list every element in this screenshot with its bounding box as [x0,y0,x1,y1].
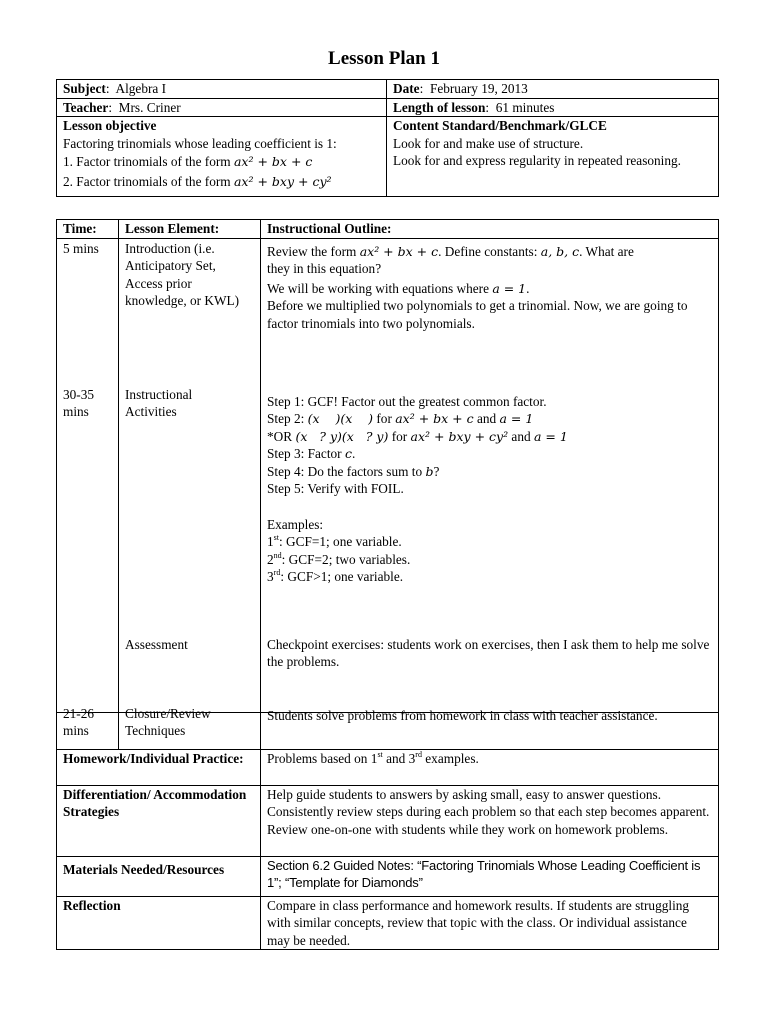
step-2-label: Step 2: [267,411,305,426]
example-3 [267,568,717,586]
outline-header-row [57,220,719,239]
step-2-for: for [376,411,392,426]
objective-cell [57,117,387,197]
materials-row [57,856,719,896]
col-time-header: Time: [57,220,119,239]
header-row-objective-standard [57,117,719,197]
example-3-suffix: rd [273,568,281,577]
intro-a-equals-expression: a = 1 [492,280,527,296]
col-element-header: Lesson Element: [119,220,261,239]
intro-line-2: they in this equation? [267,261,382,276]
step-2-a-equals: a = 1 [499,411,534,426]
lesson-header-table [56,79,719,197]
assessment-outline: Checkpoint exercises: students work on exercises, then I ask them to help me solve the problems. [267,636,710,669]
intro-define-text: . Define constants: [438,243,538,259]
intro-line-4: Before we multiplied two polynomials to get a trinomial. Now, we are going to factor trinomials into two polynomials. [267,298,688,331]
standard-1: Look for and make use of structure. [393,135,584,151]
differentiation-label: Differentiation/ Accommodation Strategies [57,785,261,856]
instr-element: Instructional Activities [125,386,193,419]
standard-cell [387,117,719,197]
reflection-row [57,896,719,950]
date-label: Date [393,81,420,96]
step-4-text: Step 4: Do the factors sum to [267,463,423,479]
intro-outline [267,243,717,333]
step-2-and: and [476,411,497,426]
instr-time: 30-35 mins [63,386,95,419]
length-label: Length of lesson [393,99,486,115]
step-or-label: *OR [267,428,293,444]
step-2-expression: ax² + bx + c [395,411,474,426]
differentiation-text: Help guide students to answers by asking small, easy to answer questions. Consistently review steps during each problem so that each step becomes apparent. Review one-on-one with students while they work on homework problems. [261,785,719,856]
objective-intro: Factoring trinomials whose leading coefficient is 1: [63,135,337,151]
intro-constants: a, b, c [540,243,580,259]
intro-line-3 [267,280,717,298]
homework-label: Homework/Individual Practice: [57,749,261,785]
objective-2-expression: ax² + bxy + cy² [233,174,332,189]
col-outline-header: Instructional Outline: [261,220,719,239]
step-or-a-equals: a = 1 [533,428,568,444]
subject-label: Subject [63,81,106,96]
subject-cell: Subject: Algebra I [57,80,387,99]
date-value: February 19, 2013 [429,81,528,96]
example-1-text: : GCF=1; one variable. [279,534,402,549]
length-value: 61 minutes [495,99,555,115]
step-or-pattern: (x ? y)(x ? y) [295,428,389,444]
step-or-and: and [511,428,531,444]
step-2 [267,410,717,428]
intro-line-1-text: Review the form [267,243,357,259]
step-4-end: ? [433,463,440,479]
differentiation-row [57,785,719,856]
objective-1-expression: ax² + bx + c [233,154,313,169]
example-1-num: 1 [267,534,274,549]
step-4 [267,463,717,481]
reflection-text: Compare in class performance and homework results. If students are struggling with similar concepts, review that topic with the class. Or individual assistance may be needed. [261,896,719,950]
intro-line-3-end: . [526,280,530,296]
element-column [119,238,261,738]
intro-element: Introduction (i.e. Anticipatory Set, Access prior knowledge, or KWL) [125,240,240,308]
objective-2-text: 2. Factor trinomials of the form [63,174,231,189]
subject-value: Algebra I [115,81,167,96]
objective-1 [63,152,380,172]
length-cell: Length of lesson: 61 minutes [387,98,719,117]
instr-outline [267,393,717,586]
step-or-for: for [391,428,408,444]
objective-2 [63,172,380,192]
step-or [267,428,717,446]
intro-form-expression: ax² + bx + c [359,243,439,259]
step-3-variable: c [344,446,352,461]
assessment-element: Assessment [125,636,188,652]
standard-2: Look for and express regularity in repeated reasoning. [393,153,681,168]
step-or-expression: ax² + bxy + cy² [410,428,509,444]
closure-outline: Students solve problems from homework in class with teacher assistance. [267,707,658,723]
step-3-text: Step 3: Factor [267,446,342,461]
example-1-suffix: st [273,533,279,542]
homework-text-a: Problems based on 1 [267,750,378,766]
intro-line-1 [267,243,717,261]
reflection-label: Reflection [57,896,261,950]
teacher-cell: Teacher: Mrs. Criner [57,98,387,117]
step-4-variable: b [425,463,434,479]
homework-sup-1: st [377,749,383,759]
example-3-num: 3 [267,569,274,584]
teacher-value: Mrs. Criner [118,99,181,115]
outline-body-row [57,238,719,712]
standard-label: Content Standard/Benchmark/GLCE [393,118,607,133]
homework-text-b: and 3 [382,750,416,766]
objective-1-text: 1. Factor trinomials of the form [63,154,231,169]
step-2-pattern: (x )(x ) [307,411,374,426]
homework-row [57,749,719,785]
outline-column [261,238,719,723]
step-1: Step 1: GCF! Factor out the greatest common factor. [267,393,547,409]
instructional-outline-table [56,219,719,950]
example-3-text: : GCF>1; one variable. [280,569,404,584]
objective-label: Lesson objective [63,118,157,133]
example-2-suffix: nd [273,550,282,560]
header-row-subject-date [57,80,719,99]
header-row-teacher-length [57,98,719,117]
intro-what-text: . What are [579,243,634,259]
time-column [57,238,119,738]
materials-label: Materials Needed/Resources [57,856,261,896]
teacher-label: Teacher [63,99,109,115]
page-title: Lesson Plan 1 [328,48,440,69]
example-2 [267,551,717,569]
closure-time: 21-26 mins [63,705,95,738]
examples-heading: Examples: [267,516,324,532]
example-1 [267,533,717,551]
closure-element: Closure/Review Techniques [125,705,211,738]
example-2-num: 2 [267,551,274,567]
materials-text: Section 6.2 Guided Notes: “Factoring Trinomials Whose Leading Coefficient is 1”; “Template for Diamonds” [261,856,719,896]
homework-text-c: examples. [421,750,479,766]
homework-sup-2: rd [415,749,422,759]
homework-text [261,749,719,785]
intro-time: 5 mins [63,240,99,256]
date-cell: Date: February 19, 2013 [387,80,719,99]
step-3: Step 3: Factor c. [267,446,356,461]
example-2-text: : GCF=2; two variables. [281,551,411,567]
intro-line-3-text: We will be working with equations where [267,280,489,296]
step-5: Step 5: Verify with FOIL. [267,481,404,496]
